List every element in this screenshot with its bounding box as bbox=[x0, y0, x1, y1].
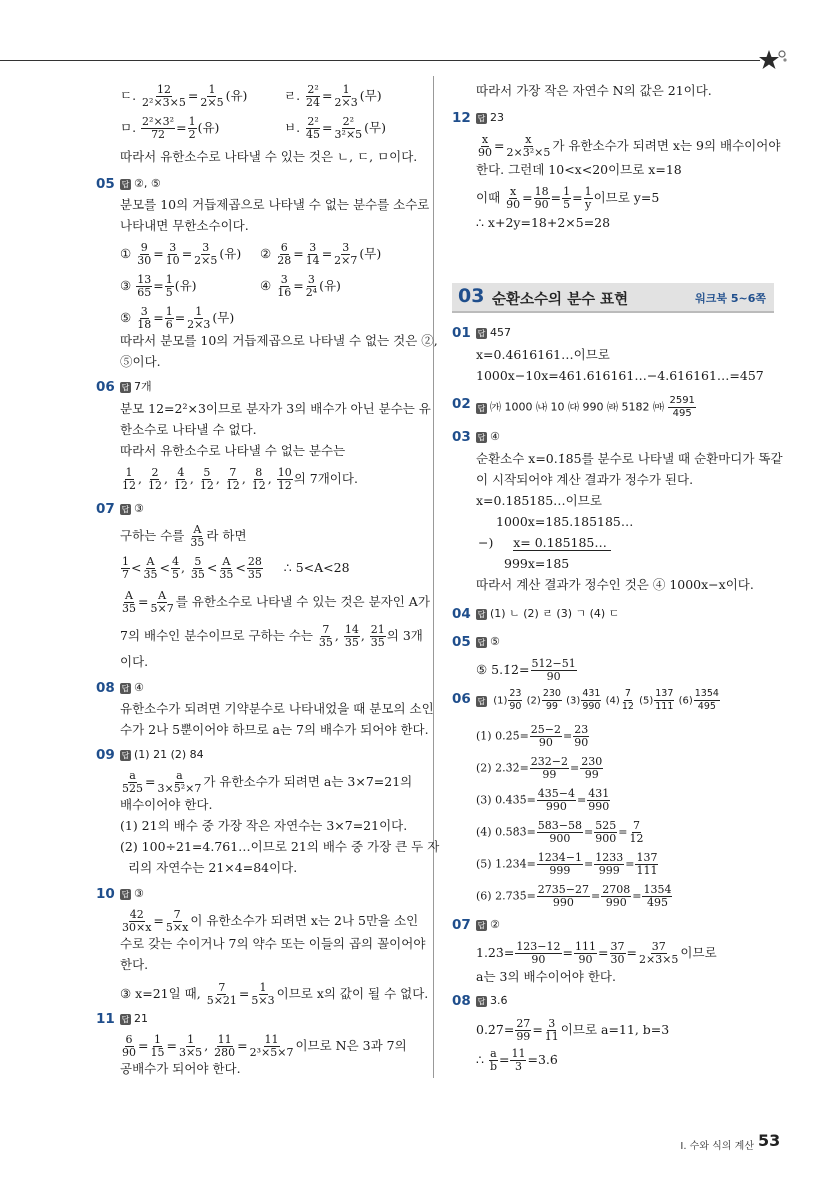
p04-row2: ㅁ. $\frac{\text{2²×3²}}{72}$ = $\frac{1}{2}$ (유) bbox=[120, 115, 220, 141]
equation: ⑤ 5.1̇2̇= $\frac{512-51}{90}$ bbox=[476, 657, 576, 683]
answer: 답 ②, ⑤ bbox=[121, 177, 161, 190]
text-line: 나타내면 무한소수이다. bbox=[120, 218, 249, 233]
text-line: ⑤이다. bbox=[120, 354, 161, 369]
text-line: ③ x=21일 때, $\frac{7}{5\times 21}$ = $\frac{1}{5\times 3}$ 이므로 x의 값이 될 수 없다. bbox=[120, 981, 429, 1007]
p04-conclusion: 따라서 유한소수로 나타낼 수 있는 것은 ㄴ, ㄷ, ㅁ이다. bbox=[120, 149, 418, 164]
option-2: ② $\frac{6}{28}$ = $\frac{3}{14}$ = $\frac{3}{2\times 7}$ (무) bbox=[260, 241, 382, 267]
text-line: 유한소수가 되려면 기약분수로 나타내었을 때 분모의 소인 bbox=[120, 701, 434, 716]
inequality: $\frac{1}{7}$ < $\frac{A}{35}$ < $\frac{4}{5}$ , $\frac{5}{35}$ < $\frac{A}{35}$ < $\frac{28}{35}$ ∴ 5<A<28 bbox=[122, 555, 350, 581]
text-line: $\frac{x}{90}$ = $\frac{x}{\text{2×3²×5}}$ 가 유한소수가 되려면 x는 9의 배수이어야 bbox=[478, 133, 781, 159]
text-line: 따라서 가장 작은 자연수 N의 값은 21이다. bbox=[476, 83, 712, 98]
section-number: 03 bbox=[458, 285, 485, 307]
answer-badge: 답 bbox=[121, 1015, 130, 1024]
text-line: 1000x−10x=461.616161…−4.616161…=457 bbox=[476, 368, 764, 383]
equation: (5) 1.2̇34̇= $\frac{1234-1}{999}$ = $\frac{1233}{999}$ = $\frac{137}{111}$ bbox=[476, 851, 658, 877]
fraction: $\frac{\text{2²}}{45}$ bbox=[306, 115, 321, 141]
label-m: ㅁ. bbox=[120, 120, 137, 135]
answer-badge: 답 bbox=[121, 505, 130, 514]
text-line: x=0.4616161…이므로 bbox=[476, 347, 610, 362]
equation: (6) 2.73̇5̇= $\frac{2735-27}{990}$ = $\frac{2708}{990}$ = $\frac{1354}{495}$ bbox=[476, 883, 672, 909]
text-line: 따라서 유한소수로 나타낼 수 없는 분수는 bbox=[120, 443, 346, 458]
answer-badge: 답 bbox=[477, 329, 486, 338]
answer: 답 ④ bbox=[121, 681, 144, 694]
answer: 답 ③ bbox=[121, 502, 144, 515]
fraction: $\frac{1}{2}$ bbox=[188, 115, 196, 141]
p04-row2b: ㅂ. $\frac{\text{2²}}{45}$ = $\frac{\text{2²}}{\text{3²×5}}$ (무) bbox=[284, 115, 386, 141]
fraction: $\frac{\text{2²×3²}}{72}$ bbox=[142, 115, 175, 141]
problem-number: 06 bbox=[96, 379, 115, 395]
text-line: 분모 12=2²×3이므로 분자가 3의 배수가 아닌 분수는 유 bbox=[120, 401, 431, 416]
text-line: 이 시작되어야 계산 결과가 정수가 된다. bbox=[476, 472, 694, 487]
answer: 답 (1) ㄴ (2) ㄹ (3) ㄱ (4) ㄷ bbox=[477, 607, 620, 620]
text-line: x=0.185185…이므로 bbox=[476, 493, 602, 508]
problem-number: 06 bbox=[452, 691, 471, 707]
text-line: 구하는 수를 $\frac{A}{35}$ 라 하면 bbox=[120, 523, 247, 549]
answer-badge: 답 bbox=[477, 638, 486, 647]
equation: ∴ $\frac{a}{b}$ = $\frac{11}{3}$ =3.6̇ bbox=[476, 1047, 558, 1073]
answer-badge: 답 bbox=[121, 751, 130, 760]
equation: (3) 0.43̇5̇= $\frac{435-4}{990}$ = $\frac{431}{990}$ bbox=[476, 787, 610, 813]
problem-number: 07 bbox=[96, 501, 115, 517]
problem-number: 05 bbox=[96, 176, 115, 192]
workbook-reference: 워크북 5~6쪽 bbox=[695, 292, 766, 305]
text-line: 수로 갖는 수이거나 7의 약수 또는 이들의 곱의 꼴이어야 bbox=[120, 936, 426, 951]
text-line: 수가 2나 5뿐이어야 하므로 a는 7의 배수가 되어야 한다. bbox=[120, 722, 429, 737]
problem-number: 07 bbox=[452, 917, 471, 933]
answer: 답 3.6̇ bbox=[477, 994, 508, 1007]
text-line: (2) 100÷21=4.761…이므로 21의 배수 중 가장 큰 두 자 bbox=[120, 839, 440, 854]
problem-number: 04 bbox=[452, 606, 471, 622]
problem-number: 09 bbox=[96, 747, 115, 763]
problem-number: 10 bbox=[96, 886, 115, 902]
equation: 1000x=185.185185… bbox=[496, 514, 634, 529]
text-line: $\frac{A}{35}$ = $\frac{A}{5\times 7}$ 를 유한소수로 나타낼 수 있는 것은 분자인 A가 bbox=[122, 589, 430, 615]
fraction: $\frac{\text{2²}}{24}$ bbox=[306, 83, 321, 109]
option-1: ① $\frac{9}{30}$ = $\frac{3}{10}$ = $\frac{3}{2\times 5}$ (유) bbox=[120, 241, 242, 267]
problem-number: 12 bbox=[452, 110, 471, 126]
text-line: 7의 배수인 분수이므로 구하는 수는 $\frac{7}{35}$ , $\frac{14}{35}$ , $\frac{21}{35}$ 의 3개 bbox=[120, 623, 423, 649]
text-line: 한소수로 나타낼 수 없다. bbox=[120, 422, 257, 437]
text-line: 공배수가 되어야 한다. bbox=[120, 1061, 241, 1076]
fraction: $\frac{12}{\text{2²×3×5}}$ bbox=[142, 83, 186, 109]
text-line: 이때 $\frac{x}{90}$ = $\frac{18}{90}$ = $\frac{1}{5}$ = $\frac{1}{y}$ 이므로 y=5 bbox=[476, 185, 660, 211]
problem-number: 02 bbox=[452, 396, 471, 412]
text-line: 한다. 그런데 10<x<20이므로 x=18 bbox=[476, 162, 682, 177]
text-line: 따라서 분모를 10의 거듭제곱으로 나타낼 수 없는 것은 ②, bbox=[120, 333, 438, 348]
text-line: 한다. bbox=[120, 957, 149, 972]
fraction: $\frac{1}{2\times 3}$ bbox=[334, 83, 358, 109]
answer: 답 ⑤ bbox=[477, 635, 500, 648]
equation: (4) 0.58̇3̇= $\frac{583-58}{900}$ = $\frac{525}{900}$ = $\frac{7}{12}$ bbox=[476, 819, 644, 845]
fraction: $\frac{1}{2\times 5}$ bbox=[200, 83, 224, 109]
answer: 답 ④ bbox=[477, 430, 500, 443]
answer-badge: 답 bbox=[477, 997, 486, 1006]
problem-number: 03 bbox=[452, 429, 471, 445]
section-title: 순환소수의 분수 표현 bbox=[492, 292, 629, 308]
text-line: 이다. bbox=[120, 654, 149, 669]
text-line: 배수이어야 한다. bbox=[120, 797, 213, 812]
fraction-list: $\frac{1}{12}$ , $\frac{2}{12}$ , $\frac{4}{12}$ , $\frac{5}{12}$ , $\frac{7}{12}$ , $\frac{8}{12}$ , $\frac{10}{12}$ 의 7개이다. bbox=[122, 466, 358, 492]
label-c: ㄷ. bbox=[120, 88, 137, 103]
answer: 답 457 bbox=[477, 326, 511, 339]
text-line: 따라서 계산 결과가 정수인 것은 ④ 1000x−x이다. bbox=[476, 577, 754, 592]
equation: 1.23̇= $\frac{123-12}{90}$ = $\frac{111}{90}$ = $\frac{37}{30}$ = $\frac{37}{2\times 3\times 5}$ 이므로 bbox=[476, 940, 717, 966]
answer: 답 (1) 21 (2) 84 bbox=[121, 748, 204, 761]
star-icon bbox=[758, 47, 788, 73]
section-header bbox=[452, 283, 774, 313]
problem-number: 01 bbox=[452, 325, 471, 341]
text-line: $\frac{a}{525}$ = $\frac{a}{\text{3×5²×7}}$ 가 유한소수가 되려면 a는 3×7=21의 bbox=[122, 769, 413, 795]
problem-number: 08 bbox=[96, 680, 115, 696]
answer-badge: 답 bbox=[121, 383, 130, 392]
answer: 답 23 bbox=[477, 111, 504, 124]
answer: 답 (1) $\frac{23}{90}$ (2) $\frac{230}{99}$ (3) $\frac{431}{990}$ (4) $\frac{7}{12}$ (5) $\frac{137}{111}$ (6) $\frac{1354}{495}$ bbox=[477, 688, 719, 712]
answer-badge: 답 bbox=[477, 921, 486, 930]
answer-badge: 답 bbox=[477, 696, 486, 706]
equation: 999x=185 bbox=[504, 556, 570, 571]
equation: (2) 2.3̇2̇= $\frac{232-2}{99}$ = $\frac{230}{99}$ bbox=[476, 755, 603, 781]
answer-badge: 답 bbox=[477, 403, 486, 413]
column-divider bbox=[433, 76, 434, 1078]
equation: (1) 0.2̇5̇= $\frac{25-2}{90}$ = $\frac{23}{90}$ bbox=[476, 723, 589, 749]
answer: 답 7개 bbox=[121, 380, 152, 393]
text-line: ∴ x+2y=18+2×5=28 bbox=[476, 215, 611, 230]
answer: 답 ② bbox=[477, 918, 500, 931]
answer-badge: 답 bbox=[477, 114, 486, 123]
text-line: (1) 21의 배수 중 가장 작은 자연수는 3×7=21이다. bbox=[120, 818, 408, 833]
answer: 답 ㈎ 1000 ㈏ 10 ㈐ 990 ㈑ 5182 ㈒ $\frac{2591}{495}$ bbox=[477, 395, 695, 419]
problem-number: 05 bbox=[452, 634, 471, 650]
top-rule bbox=[0, 60, 760, 61]
option-5: ⑤ $\frac{3}{18}$ = $\frac{1}{6}$ = $\frac{1}{2\times 3}$ (무) bbox=[120, 305, 235, 331]
answer-badge: 답 bbox=[121, 684, 130, 693]
problem-number: 08 bbox=[452, 993, 471, 1009]
text-line: 리의 자연수는 21×4=84이다. bbox=[128, 860, 298, 875]
option-4: ④ $\frac{3}{16}$ = $\frac{3}{\text{2⁴}}$ (유) bbox=[260, 273, 341, 299]
option-3: ③ $\frac{13}{65}$ = $\frac{1}{5}$ (유) bbox=[120, 273, 197, 299]
page-number: 53 bbox=[758, 1131, 781, 1150]
fraction: $\frac{\text{2²}}{\text{3²×5}}$ bbox=[334, 115, 363, 141]
equation: 0.2̇7̇= $\frac{27}{99}$ = $\frac{3}{11}$ 이므로 a=11, b=3 bbox=[476, 1017, 670, 1043]
label-b: ㅂ. bbox=[284, 120, 301, 135]
text-line: a는 3의 배수이어야 한다. bbox=[476, 969, 616, 984]
answer: 답 21 bbox=[121, 1012, 148, 1025]
answer-badge: 답 bbox=[121, 890, 130, 899]
answer: 답 ③ bbox=[121, 887, 144, 900]
text-line: 분모를 10의 거듭제곱으로 나타낼 수 없는 분수를 소수로 bbox=[120, 197, 430, 212]
p04-row1b: ㄹ. $\frac{\text{2²}}{24}$ = $\frac{1}{2\times 3}$ (무) bbox=[284, 83, 382, 109]
text-line: 순환소수 x=0.1̇85̇를 분수로 나타낼 때 순환마디가 똑같 bbox=[476, 451, 783, 466]
label-r: ㄹ. bbox=[284, 88, 301, 103]
p04-row1: ㄷ. $\frac{12}{\text{2²×3×5}}$ = $\frac{1}{2\times 5}$ (유) bbox=[120, 83, 248, 109]
answer-badge: 답 bbox=[477, 610, 486, 619]
answer-badge: 답 bbox=[477, 433, 486, 442]
equation: −) x= 0.185185… bbox=[478, 534, 778, 552]
footer-chapter: Ⅰ. 수와 식의 계산 bbox=[680, 1141, 754, 1152]
text-line: $\frac{42}{30\times x}$ = $\frac{7}{5\times x}$ 이 유한소수가 되려면 x는 2나 5만을 소인 bbox=[122, 908, 419, 934]
problem-number: 11 bbox=[96, 1011, 115, 1027]
text-line: $\frac{6}{90}$ = $\frac{1}{15}$ = $\frac{1}{3\times 5}$ , $\frac{11}{280}$ = $\frac{11}{\text{2³×5×7}}$ 이므로 N은 3과 7의 bbox=[122, 1033, 407, 1059]
answer-badge: 답 bbox=[121, 180, 130, 189]
